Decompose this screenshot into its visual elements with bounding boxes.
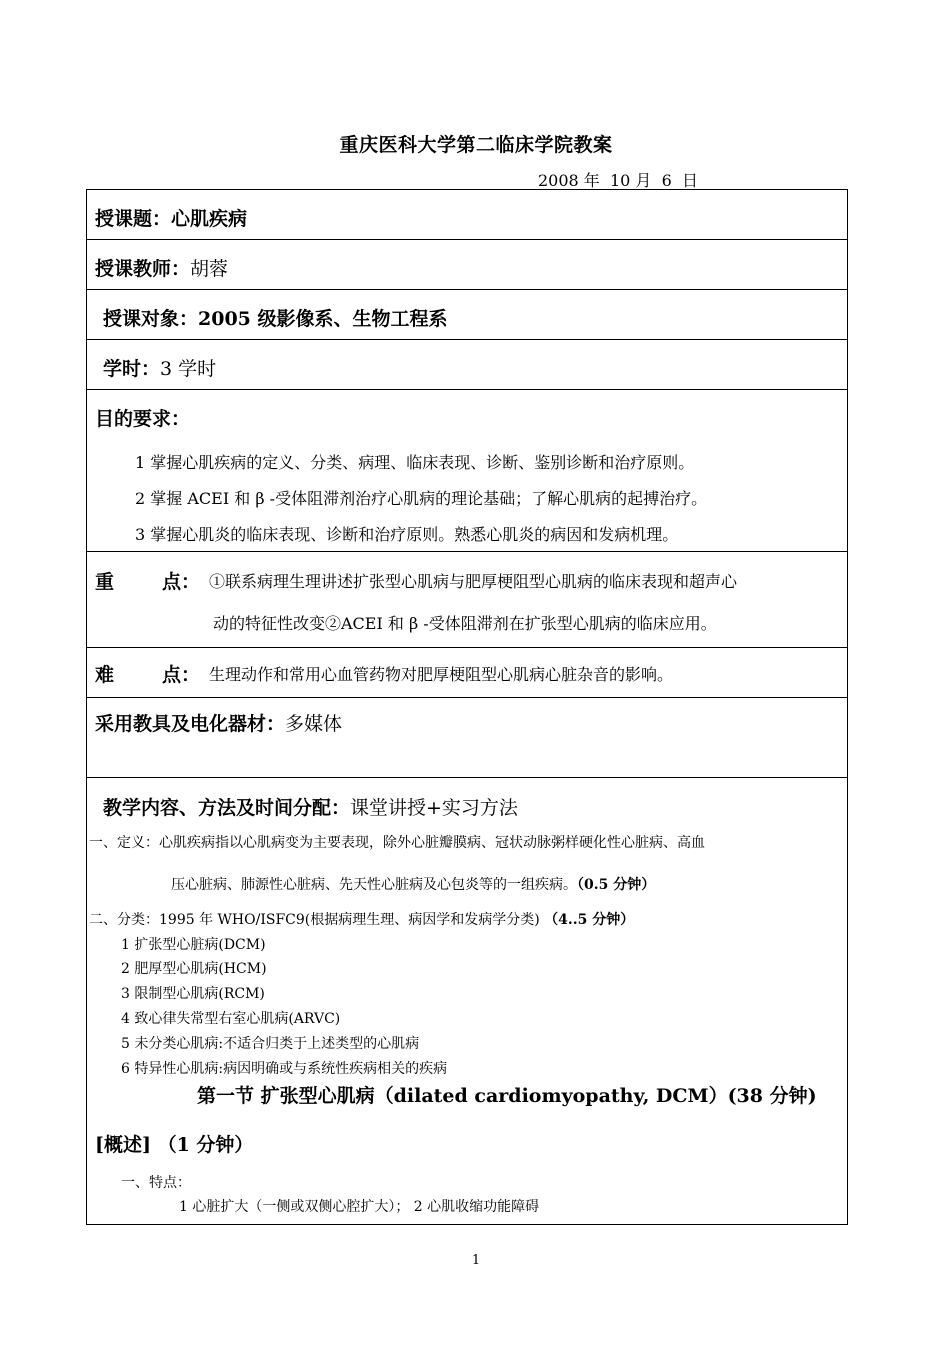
- teacher-value: 胡蓉: [190, 258, 229, 280]
- hours-row: [87, 340, 847, 390]
- hours-label: 学时：: [103, 358, 161, 380]
- key-points-row: [87, 552, 847, 648]
- difficulties-row: [87, 648, 847, 698]
- audience-row: [87, 290, 847, 340]
- classification-item: 1 扩张型心脏病(DCM): [121, 937, 266, 953]
- classification-line: 二、分类：1995 年 WHO/ISFC9(根据病理生理、病因学和发病学分类): [89, 912, 540, 928]
- content-area: [87, 778, 847, 1226]
- feature-label: 一、特点：: [121, 1175, 191, 1191]
- section-title: 第一节 扩张型心肌病（dilated cardiomyopathy, DCM）(38 分钟): [197, 1085, 817, 1107]
- key-points-line: ①联系病理生理讲述扩张型心肌病与肥厚梗阻型心肌病的临床表现和超声心: [209, 572, 738, 591]
- definition-time: （0.5 分钟）: [577, 877, 656, 893]
- objectives-row: [87, 390, 847, 552]
- feature-line: 1 心脏扩大（一侧或双侧心腔扩大）； 2 心肌收缩功能障碍: [179, 1199, 540, 1215]
- audience-value: 2005 级影像系、生物工程系: [198, 308, 448, 330]
- classification-item: 4 致心律失常型右室心肌病(ARVC): [121, 1011, 341, 1027]
- date-line: 2008 年 10 月 6 日: [538, 171, 698, 190]
- classification-item: 6 特异性心肌病:病因明确或与系统性疾病相关的疾病: [121, 1061, 448, 1077]
- key-points-line: 动的特征性改变②ACEI 和 β -受体阻滞剂在扩张型心肌病的临床应用。: [213, 614, 717, 633]
- content-value: 课堂讲授+实习方法: [350, 797, 518, 819]
- objective-item: 3 掌握心肌炎的临床表现、诊断和治疗原则。熟悉心肌炎的病因和发病机理。: [135, 525, 679, 544]
- difficulties-label-a: 难: [95, 664, 115, 686]
- objectives-label: 目的要求：: [95, 408, 191, 430]
- difficulties-label-b: 点：: [162, 664, 201, 686]
- classification-item: 5 未分类心肌病:不适合归类于上述类型的心肌病: [121, 1036, 420, 1052]
- content-label: 教学内容、方法及时间分配：: [103, 797, 351, 819]
- classification-time: （4..5 分钟）: [544, 912, 635, 928]
- key-points-label-a: 重: [95, 571, 115, 593]
- overview-heading: [概述] （1 分钟）: [95, 1134, 254, 1156]
- definition-line: 一、定义：心肌疾病指以心肌病变为主要表现，除外心脏瓣膜病、冠状动脉粥样硬化性心脏病、高血: [89, 835, 705, 851]
- equipment-value: 多媒体: [285, 713, 343, 735]
- difficulties-text: 生理动作和常用心血管药物对肥厚梗阻型心肌病心脏杂音的影响。: [209, 665, 674, 684]
- key-points-label-b: 点：: [162, 571, 201, 593]
- topic-label: 授课题：: [95, 208, 172, 230]
- hours-value: 3 学时: [160, 358, 217, 380]
- teacher-row: [87, 240, 847, 290]
- topic-row: [87, 190, 847, 240]
- objective-item: 1 掌握心肌疾病的定义、分类、病理、临床表现、诊断、鉴别诊断和治疗原则。: [135, 453, 695, 472]
- equipment-label: 采用教具及电化器材：: [95, 713, 286, 735]
- audience-label: 授课对象：: [103, 308, 199, 330]
- classification-item: 3 限制型心肌病(RCM): [121, 986, 265, 1002]
- classification-item: 2 肥厚型心肌病(HCM): [121, 961, 267, 977]
- equipment-row: [87, 698, 847, 778]
- page-number: 1: [471, 1253, 481, 1268]
- topic-value: 心肌疾病: [171, 208, 248, 230]
- teacher-label: 授课教师：: [95, 258, 191, 280]
- lesson-plan-table: [86, 189, 848, 1225]
- definition-line: 压心脏病、肺源性心脏病、先天性心脏病及心包炎等的一组疾病。: [171, 877, 577, 893]
- objective-item: 2 掌握 ACEI 和 β -受体阻滞剂治疗心肌病的理论基础；了解心肌病的起搏治疗。: [135, 489, 708, 508]
- page-title: 重庆医科大学第二临床学院教案: [339, 134, 613, 156]
